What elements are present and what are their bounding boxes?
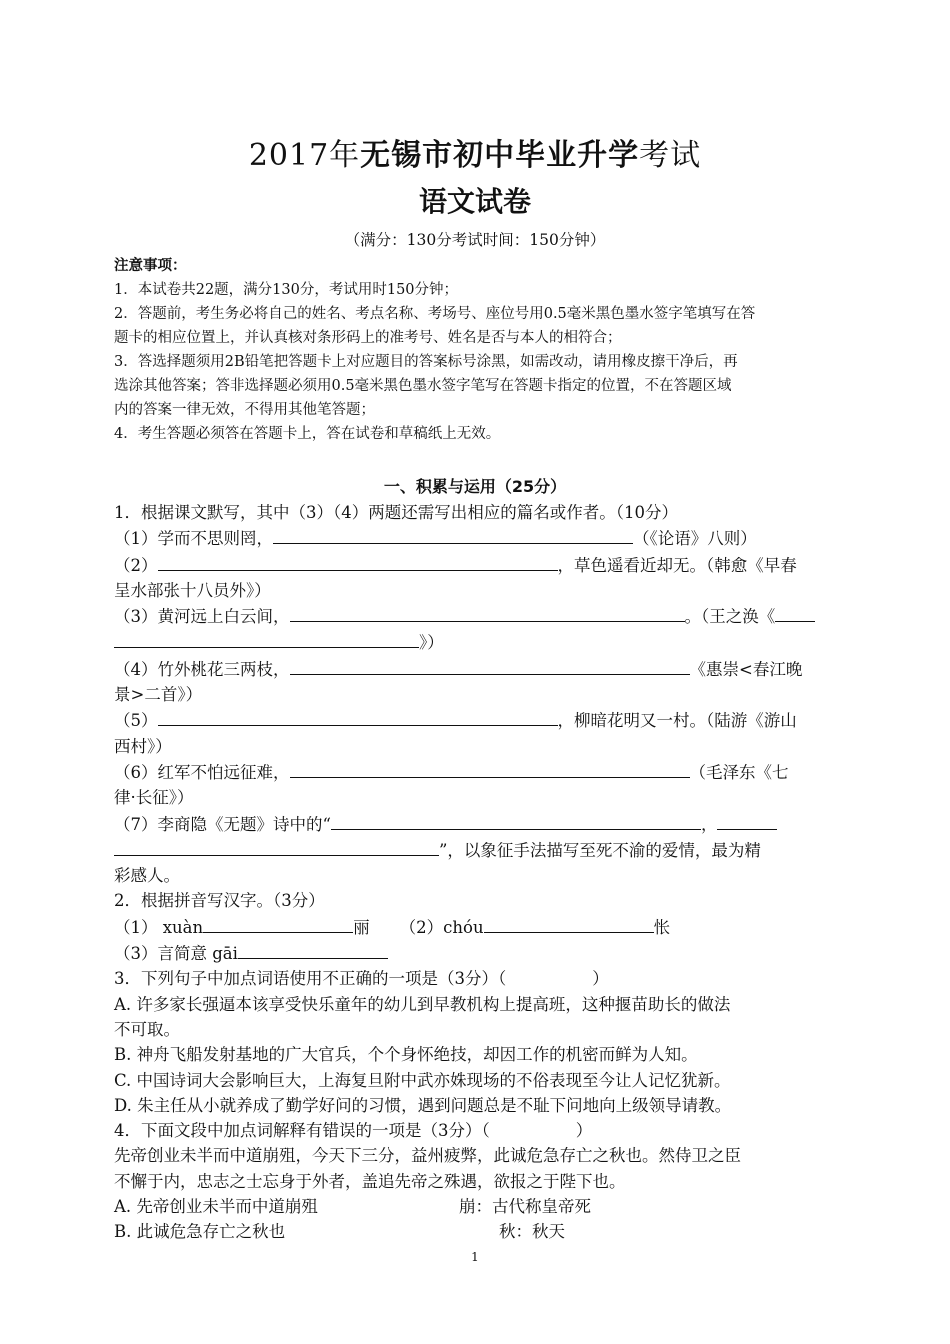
q1-line7 xyxy=(114,811,854,837)
exam-subtitle: 语文试卷 xyxy=(418,185,531,218)
note-line: 选涂其他答案；答非选择题必须用0.5毫米黑色墨水签字笔写在答题卡指定的位置，不在答题区域 xyxy=(114,378,732,394)
q1-l4-source: 《惠崇<春江晚 xyxy=(689,659,803,679)
q1-line2 xyxy=(114,552,854,578)
q2-a-char: 丽 xyxy=(353,917,370,937)
q1-l3-close: 》） xyxy=(419,633,444,653)
q3-option-a: A. 许多家长强逼本该享受快乐童年的幼儿到早教机构上提高班，这种揠苗助长的做法 xyxy=(114,994,731,1014)
q1-l7-text2: ”，以象征手法描写至死不渝的爱情，最为精 xyxy=(439,840,761,860)
title-tail: 考试 xyxy=(639,138,702,173)
q4-b-gloss: 秋：秋天 xyxy=(499,1222,565,1242)
q4-paren: ） xyxy=(575,1121,593,1141)
q4-stem xyxy=(114,1118,854,1143)
answer-blank[interactable] xyxy=(273,525,633,544)
q4-b-text: B. 此诚危急存亡之秋也 xyxy=(114,1222,286,1242)
q1-line5 xyxy=(114,707,854,733)
answer-blank[interactable] xyxy=(290,759,690,778)
q1-l2-text: （2） xyxy=(114,555,158,575)
q1-line1 xyxy=(114,525,854,551)
answer-blank[interactable] xyxy=(775,603,815,622)
q4-passage-2: 不懈于内，忠志之士忘身于外者，盖追先帝之殊遇，欲报之于陛下也。 xyxy=(114,1171,626,1191)
q1-line4 xyxy=(114,656,854,682)
q1-line3 xyxy=(114,603,854,629)
note-line: 2．答题前，考生务必将自己的姓名、考点名称、考场号、座位号用0.5毫米黑色墨水签字笔填写在答 xyxy=(114,306,756,322)
q1-line5-cont: 西村》） xyxy=(114,736,172,756)
q4-option-b xyxy=(114,1219,854,1244)
answer-blank[interactable] xyxy=(238,940,388,959)
q2-line1 xyxy=(114,914,854,940)
note-line: 3．答选择题须用2B铅笔把答题卡上对应题目的答案标号涂黑，如需改动，请用橡皮擦干净后，再 xyxy=(114,354,738,370)
q2-c-pinyin: （3）言简意 gāi xyxy=(114,944,238,964)
page-number: 1 xyxy=(471,1250,479,1264)
note-line: 题卡的相应位置上，并认真核对条形码上的准考号、姓名是否与本人的相符合； xyxy=(114,330,622,346)
q1-line2-cont: 呈水部张十八员外》） xyxy=(114,580,271,600)
exam-title xyxy=(0,130,950,174)
q1-l2-source: ，草色遥看近却无。（韩愈《早春 xyxy=(557,555,797,575)
q3-option-c: C. 中国诗词大会影响巨大，上海复旦附中武亦姝现场的不俗表现至今让人记忆犹新。 xyxy=(114,1070,731,1090)
q1-l1-source: （《论语》八则） xyxy=(633,529,757,549)
q2-b-pinyin: （2）chóu xyxy=(399,917,484,937)
q1-l6-source: （毛泽东《七 xyxy=(689,762,789,782)
note-line: 1．本试卷共22题，满分130分，考试用时150分钟； xyxy=(114,282,459,298)
q1-l6-text: （6）红军不怕远征难， xyxy=(114,762,290,782)
q3-option-a-cont: 不可取。 xyxy=(114,1019,180,1039)
answer-blank[interactable] xyxy=(331,811,701,830)
q1-l4-text: （4）竹外桃花三两枝， xyxy=(114,659,290,679)
q3-paren: ） xyxy=(592,969,609,989)
answer-blank[interactable] xyxy=(484,914,654,933)
q3-option-b: B. 神舟飞船发射基地的广大官兵，个个身怀绝技，却因工作的机密而鲜为人知。 xyxy=(114,1045,698,1065)
q2-stem: 2．根据拼音写汉字。（3分） xyxy=(114,891,325,911)
answer-blank[interactable] xyxy=(717,811,777,830)
q3-option-d: D. 朱主任从小就养成了勤学好问的习惯，遇到问题总是不耻下问地向上级领导请教。 xyxy=(114,1095,732,1115)
q1-l1-text: （1）学而不思则罔， xyxy=(114,529,273,549)
q1-line3-cont xyxy=(114,629,854,655)
answer-blank[interactable] xyxy=(290,603,685,622)
q1-l7-comma: ， xyxy=(700,814,718,834)
answer-blank[interactable] xyxy=(114,837,439,856)
answer-blank[interactable] xyxy=(158,552,558,571)
q1-l3-source: 。（王之涣《 xyxy=(684,607,776,627)
title-year: 2017 xyxy=(248,138,330,173)
answer-blank[interactable] xyxy=(290,656,690,675)
notes-heading: 注意事项： xyxy=(114,258,187,274)
section-heading: 一、积累与运用（25分） xyxy=(383,477,567,496)
answer-blank[interactable] xyxy=(203,914,353,933)
score-line: （满分：130分考试时间：150分钟） xyxy=(344,231,606,249)
q2-line2 xyxy=(114,940,854,966)
q1-line7-end: 彩感人。 xyxy=(114,866,180,886)
q2-a-pinyin: （1） xuàn xyxy=(114,917,204,937)
q1-l5-text: （5） xyxy=(114,711,158,731)
q4-passage-1: 先帝创业未半而中道崩殂，今天下三分，益州疲弊，此诚危急存亡之秋也。然侍卫之臣 xyxy=(114,1146,741,1166)
q4-option-a xyxy=(114,1194,854,1219)
note-line: 4．考生答题必须答在答题卡上，答在试卷和草稿纸上无效。 xyxy=(114,426,501,442)
answer-blank[interactable] xyxy=(158,707,558,726)
q1-line6-cont: 律·长征》） xyxy=(114,788,194,808)
notes-block xyxy=(114,254,842,446)
q1-line6 xyxy=(114,759,854,785)
q1-line4-cont: 景>二首》） xyxy=(114,685,203,705)
q1-l5-source: ，柳暗花明又一村。（陆游《游山 xyxy=(557,711,797,731)
q3-stem xyxy=(114,966,854,991)
q1-l3-text: （3）黄河远上白云间， xyxy=(114,607,290,627)
q4-a-text: A. 先帝创业未半而中道崩殂 xyxy=(114,1197,318,1217)
questions-body xyxy=(114,500,854,1245)
q2-b-char: 怅 xyxy=(653,917,671,937)
q1-l7-text: （7）李商隐《无题》诗中的“ xyxy=(114,814,331,834)
q3-stem-text: 3．下列句子中加点词语使用不正确的一项是（3分）（ xyxy=(114,969,507,989)
q1-line7-cont xyxy=(114,837,854,863)
title-bold: 无锡市初中毕业升学 xyxy=(360,138,640,173)
note-line: 内的答案一律无效，不得用其他笔答题； xyxy=(114,402,375,418)
q4-a-gloss: 崩：古代称皇帝死 xyxy=(459,1197,591,1217)
q4-stem-text: 4．下面文段中加点词解释有错误的一项是（3分）（ xyxy=(114,1121,490,1141)
answer-blank[interactable] xyxy=(114,629,419,648)
title-nian: 年 xyxy=(329,138,361,173)
q1-stem: 1．根据课文默写，其中（3）（4）两题还需写出相应的篇名或作者。（10分） xyxy=(114,503,678,522)
